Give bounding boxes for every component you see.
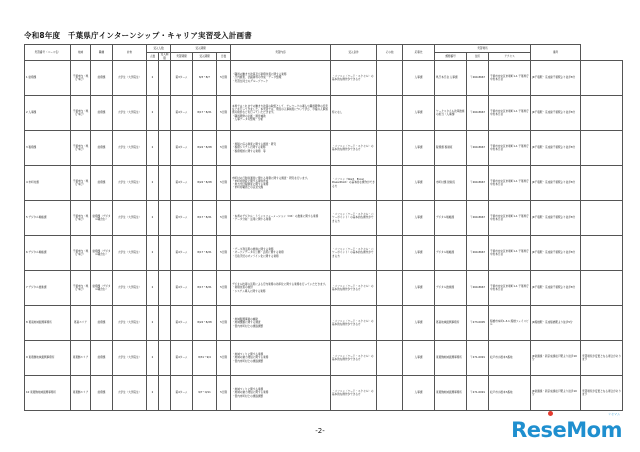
cell-days: 5日間 [217,376,231,411]
cell-period: 8/3～8/7 [193,61,217,96]
cell-capacity-count: 2 [147,96,159,131]
cell-term: 第4ターム [171,166,193,201]
cell-address: 千葉市中央区市場町1-1 千葉県庁中央本庁舎 [489,131,531,166]
cell-apply: 人事課 [403,271,435,306]
header-capacity: 受入人数 [147,45,171,53]
cell-access: JR千葉駅・京成線千葉駅より徒歩8分 [531,96,581,131]
cell-field: 総務課（デジタル職含む） [91,271,113,306]
header-course-no: 実習番号（コース名） [25,45,71,61]
cell-place: デジタル戦略課 [435,201,467,236]
table-row [25,306,623,341]
cell-prerequisite: ・パソコン（ワード・エクセル）の基本的な操作ができる方 [331,271,377,306]
cell-period: 8/31～9/4 [193,341,217,376]
cell-capacity-count: 2 [147,131,159,166]
cell-capacity-note [159,271,171,306]
cell-place: デジタル戦略課 [435,236,467,271]
cell-postal: 〒273-0005 [467,306,489,341]
cell-prerequisite: ・パソコン（ワード・エクセル）の基本的な操作ができる方 [331,306,377,341]
cell-access: JR千葉駅・京成線千葉駅より徒歩8分 [531,61,581,96]
cell-place: 市町村課 財政班 [435,166,467,201]
cell-address: 千葉市中央区市場町1-1 千葉県庁中央本庁舎 [489,201,531,236]
cell-notes [377,166,403,201]
cell-term: 第3ターム [171,201,193,236]
cell-content: デジタル技術の活用による庁内業務の効率化に関する業務を行っていただきます。 ・業務改善の検討 ・システム導入に関する業務 [231,271,331,306]
cell-days: 5日間 [217,96,231,131]
cell-target: 大学生（大学院生） [113,61,147,96]
cell-capacity-count: 2 [147,271,159,306]
table-row [25,376,623,411]
cell-field: 総務課 [91,376,113,411]
cell-target: 大学生（大学院生） [113,306,147,341]
cell-term: 第4ターム [171,131,193,166]
cell-apply: 人事課 [403,236,435,271]
cell-field: 総務課 [91,166,113,201]
cell-postal: 〒260-8667 [467,61,489,96]
cell-course-no: 1 総務課 [25,61,71,96]
cell-access: JR常磐線・新京成線松戸駅より徒歩10分 [531,341,581,376]
header-field: 職種 [91,45,113,61]
cell-content: ・地域づくりに関する業務 ・地域の魅力発信に関する業務 ・管内市町村との連絡調整 [231,341,331,376]
cell-area: 東葛飾エリア [71,341,91,376]
cell-capacity-note [159,236,171,271]
header-address: 住所 [467,53,489,61]
header-postal: 郵便番号 [435,53,467,61]
cell-capacity-note [159,131,171,166]
cell-period: 8/24～8/28 [193,131,217,166]
cell-area: 東葛飾エリア [71,376,91,411]
cell-capacity-note [159,201,171,236]
cell-target: 大学生（大学院生） [113,201,147,236]
page-number: -2- [315,427,325,435]
cell-course-no: 8 葛南地域振興事務所 [25,306,71,341]
header-target: 対象 [113,45,147,61]
cell-target: 大学生（大学院生） [113,96,147,131]
header-period: 受入期間 [171,45,231,53]
header-place: 実習場所 [435,45,531,53]
table-row [25,96,623,131]
cell-capacity-count: 2 [147,306,159,341]
cell-term: 第4ターム [171,306,193,341]
cell-notes [377,341,403,376]
cell-remarks [581,306,623,341]
document-title: 令和8年度 千葉県庁インターンシップ・キャリア実習受入計画書 [24,31,252,40]
cell-capacity-count: 2 [147,376,159,411]
cell-area: 千葉市内（県庁本庁） [71,201,91,236]
cell-address: 松戸市小根本7番地 [489,341,531,376]
cell-notes [377,271,403,306]
cell-period: 8/17～8/21 [193,236,217,271]
cell-days: 5日間 [217,236,231,271]
cell-days: 5日間 [217,306,231,341]
cell-address: 千葉市中央区市場町1-1 千葉県庁中央本庁舎 [489,96,531,131]
header-capacity-count: 人数 [147,53,159,61]
header-remarks: 備考 [531,45,581,61]
cell-notes [377,236,403,271]
cell-address: 船橋市本町1-3-1 船橋フェイスビル [489,306,531,341]
cell-target: 大学生（大学院生） [113,131,147,166]
table-row [25,166,623,201]
cell-remarks [581,166,623,201]
cell-notes [377,96,403,131]
cell-capacity-count: 2 [147,166,159,201]
table-row [25,131,623,166]
cell-area: 千葉市内（県庁本庁） [71,271,91,306]
cell-postal: 〒260-8667 [467,236,489,271]
cell-field: 総務課 [91,131,113,166]
logo-dot-icon [548,411,553,416]
header-content: 実習内容 [231,45,331,61]
cell-days: 5日間 [217,271,231,306]
header-notes: その他 [377,45,403,61]
cell-course-no: 9 東葛飾地域振興事務所 [25,341,71,376]
cell-place: 葛南地域振興事務所 [435,306,467,341]
cell-remarks [581,61,623,96]
cell-postal: 〒260-8667 [467,271,489,306]
cell-notes [377,306,403,341]
cell-access: JR船橋駅・京成船橋駅より徒歩5分 [531,306,581,341]
cell-field: 総務課 [91,341,113,376]
cell-notes [377,376,403,411]
cell-prerequisite: ・パソコン（ワード・エクセル・パワーポイント）の基本的な操作ができる方 [331,236,377,271]
header-apply: 応募先 [403,45,435,61]
cell-remarks [581,236,623,271]
cell-prerequisite: ・パソコン（ワード・エクセル）の基本的な操作ができる方 [331,61,377,96]
cell-access: JR千葉駅・京成線千葉駅より徒歩8分 [531,131,581,166]
header-period-dates: 受入期間 [193,53,217,61]
watermark-text: ReseMom [511,418,622,442]
cell-access: JR千葉駅・京成線千葉駅より徒歩8分 [531,166,581,201]
table-row [25,341,623,376]
cell-target: 大学生（大学院生） [113,236,147,271]
cell-target: 大学生（大学院生） [113,341,147,376]
cell-address: 千葉市中央区市場町1-1 千葉県庁中央本庁舎 [489,166,531,201]
cell-course-no: 7 デジタル推進課 [25,271,71,306]
cell-apply: 人事課 [403,96,435,131]
cell-notes [377,131,403,166]
cell-access: JR千葉駅・京成線千葉駅より徒歩8分 [531,236,581,271]
cell-remarks: 実習場所が変更となる場合があります [581,341,623,376]
internship-plan-table [24,44,623,411]
watermark-caption: リセマム [608,412,620,416]
cell-place: 東葛飾地域振興事務所 [435,376,467,411]
cell-days: 5日間 [217,131,231,166]
header-period-term: 実習期間 [171,53,193,61]
cell-notes [377,201,403,236]
cell-content: ・データ利活用の推進に関する業務 ・オープンデータの公開・活用に関する業務 ・行政手続のオンライン化に関する業務 [231,236,331,271]
cell-term: 第4ターム [171,271,193,306]
cell-area: 千葉市内（県庁本庁） [71,236,91,271]
header-period-days: 日数 [217,53,231,61]
cell-remarks [581,271,623,306]
cell-apply: 人事課 [403,201,435,236]
cell-postal: 〒260-8667 [467,166,489,201]
cell-capacity-note [159,61,171,96]
table-row [25,201,623,236]
cell-days: 5日間 [217,341,231,376]
cell-prerequisite: ・パソコン（ワード・エクセル）の基本的な操作ができる方 [331,341,377,376]
cell-address: 千葉市中央区市場町1-1 千葉県庁中央本庁舎 [489,236,531,271]
cell-target: 大学生（大学院生） [113,166,147,201]
cell-days: 5日間 [217,61,231,96]
cell-apply: 人事課 [403,306,435,341]
cell-capacity-count: 2 [147,236,159,271]
cell-content: ・県税に係る制度に関する調査・研究 ・税務システムに関する業務 ・税務相談に関する業務 等 [231,131,331,166]
cell-area: 千葉市内（県庁本庁） [71,61,91,96]
header-capacity-note: 受入制限 [159,53,171,61]
cell-period: 8/17～8/21 [193,96,217,131]
cell-address: 松戸市小根本7番地 [489,376,531,411]
cell-remarks [581,201,623,236]
cell-term: 第3ターム [171,61,193,96]
cell-access: JR千葉駅・京成線千葉駅より徒歩8分 [531,271,581,306]
cell-term: 第4ターム [171,376,193,411]
cell-field: 総務課 [91,96,113,131]
cell-target: 大学生（大学院生） [113,271,147,306]
cell-postal: 〒271-0091 [467,376,489,411]
cell-place: デジタル推進課 [435,271,467,306]
cell-capacity-note [159,376,171,411]
cell-period: 8/17～8/21 [193,201,217,236]
cell-days: 5日間 [217,166,231,201]
cell-notes [377,61,403,96]
header-prerequisite: 受入条件 [331,45,377,61]
cell-prerequisite: ・パソコン（ワード・エクセル）の基本的な操作ができる方 [331,376,377,411]
cell-course-no: 6 デジタル戦略課 [25,236,71,271]
cell-place: 県庁本庁舎 人事課 [435,61,467,96]
cell-area: 千葉市内（県庁本庁） [71,131,91,166]
resemom-watermark-logo [511,412,622,442]
cell-term: 第4ターム [171,341,193,376]
cell-area: 千葉市内（県庁本庁） [71,166,91,201]
header-area: 地域 [71,45,91,61]
cell-term: 第4ターム [171,96,193,131]
cell-course-no: 10 東葛飾地域振興事務所 [25,376,71,411]
cell-area: 葛南エリア [71,306,91,341]
cell-postal: 〒260-8667 [467,96,489,131]
cell-apply: 人事課 [403,341,435,376]
cell-field: 総務課（デジタル職含む） [91,236,113,271]
cell-capacity-note [159,341,171,376]
cell-capacity-count: 2 [147,201,159,236]
cell-remarks [581,131,623,166]
cell-capacity-note [159,306,171,341]
cell-content: ・地域振興事業の補助 ・地域課題に関する調査 ・管内市町村との連絡調整 [231,306,331,341]
cell-address: 千葉市中央区市場町1-1 千葉県庁中央本庁舎 [489,61,531,96]
cell-period: 8/17～8/21 [193,271,217,306]
cell-content: 本県ではこれまでの働き方改革の取組として、テレワークの導入や職員研修の充実などを行ってきました。本実習では、現在の人事制度について学び、今後の人事施策の検討などを行っていただきます。 ・職員研修の企画・運営補助 ・人事データの整理・分析 [231,96,331,131]
cell-period: 8/24～8/28 [193,166,217,201]
cell-remarks [581,96,623,131]
cell-field: 総務課（デジタル職含む） [91,201,113,236]
table-row [25,61,623,96]
cell-target: 大学生（大学院生） [113,376,147,411]
cell-capacity-note [159,96,171,131]
cell-capacity-count: 2 [147,61,159,96]
cell-course-no: 4 市町村課 [25,166,71,201]
cell-field: 総務課 [91,61,113,96]
cell-postal: 〒271-0091 [467,341,489,376]
cell-course-no: 5 デジタル戦略課 [25,201,71,236]
cell-apply: 人事課 [403,131,435,166]
cell-access: JR千葉駅・京成線千葉駅より徒歩8分 [531,201,581,236]
cell-content: ・本県のデジタル・トランスフォーメーション（DX）の推進に関する業務 ・データ分析・活用に関する業務 [231,201,331,236]
cell-postal: 〒260-8667 [467,201,489,236]
cell-term: 第4ターム [171,236,193,271]
table-row [25,271,623,306]
cell-place: ワークスタイル改革推進の担当（人事課） [435,96,467,131]
cell-capacity-count: 2 [147,341,159,376]
cell-prerequisite: ・パソコン（ワード・エクセル）の基本的な操作ができる方 [331,131,377,166]
cell-content: ・職員の働き方改革及び業務改善に関する業務 ・庁内調査、会議資料の作成・データ整理 ・実習生同士のグループワーク [231,61,331,96]
cell-period: 9/7～9/11 [193,376,217,411]
cell-field: 総務課 [91,306,113,341]
cell-content: 市町村の行財政運営に関する業務に関する調査・研究を行います。 ・市町村財政に関する資料作成 ・地方交付税制度に関する業務 ・市町村職員との意見交換 [231,166,331,201]
cell-period: 8/24～8/28 [193,306,217,341]
cell-apply: 人事課 [403,166,435,201]
cell-course-no: 2 人事課 [25,96,71,131]
cell-prerequisite: ・パソコン（Word、Excel、PowerPoint）の基本的な操作ができる方 [331,166,377,201]
cell-access: JR常磐線・新京成線松戸駅より徒歩10分 [531,376,581,411]
cell-content: ・地域づくりに関する業務 ・地域の魅力発信に関する業務 ・管内市町村との連絡調整 [231,376,331,411]
cell-apply: 人事課 [403,61,435,96]
cell-course-no: 3 税務課 [25,131,71,166]
cell-apply: 人事課 [403,376,435,411]
cell-prerequisite: ・パソコン（ワード・エクセル・パワーポイント）の基本的な操作ができる方 [331,201,377,236]
cell-place: 税務課 税制班 [435,131,467,166]
cell-prerequisite: 特になし [331,96,377,131]
table-row [25,236,623,271]
cell-area: 千葉市内（県庁本庁） [71,96,91,131]
cell-capacity-note [159,166,171,201]
header-access: アクセス [489,53,531,61]
cell-days: 5日間 [217,201,231,236]
cell-remarks: 実習場所が変更となる場合があります [581,376,623,411]
cell-address: 千葉市中央区市場町1-1 千葉県庁中央本庁舎 [489,271,531,306]
cell-place: 東葛飾地域振興事務所 [435,341,467,376]
cell-postal: 〒260-8667 [467,131,489,166]
